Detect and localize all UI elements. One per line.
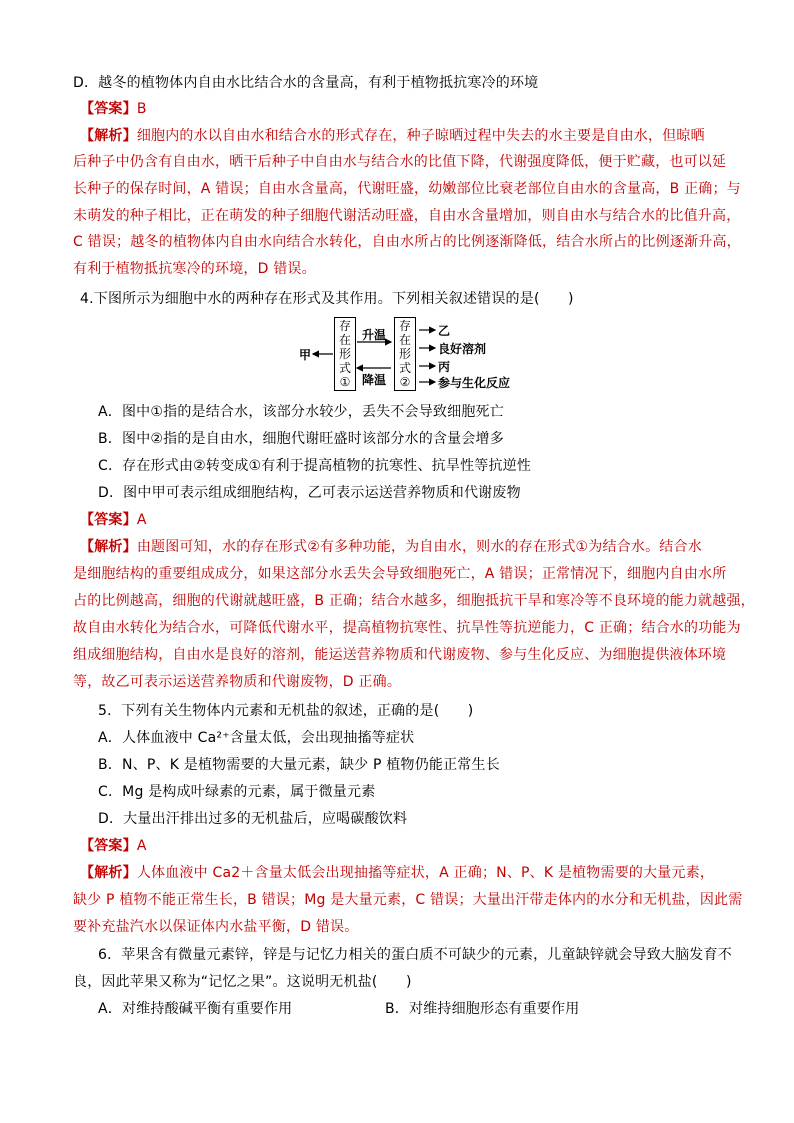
- box-char: 存: [338, 319, 351, 333]
- q5-explanation-line: [80, 864, 714, 882]
- q3-explanation-line: 未萌发的种子相比，正在萌发的种子细胞代谢活动旺盛，自由水含量增加，则自由水与结合水的比值升高，: [73, 208, 741, 224]
- q3-explanation-line: 长种子的保存时间，A 错误；自由水含量高，代谢旺盛，幼嫩部位比衰老部位自由水的含量高，B 正确；与: [73, 181, 741, 197]
- box-char: 形: [338, 347, 351, 361]
- answer-value: A: [136, 512, 147, 528]
- answer-tag: 【答案】: [80, 838, 137, 854]
- explanation-text: 细胞内的水以自由水和结合水的形式存在，种子晾晒过程中失去的水主要是自由水，但晾晒: [136, 128, 705, 144]
- q5-answer: [80, 837, 147, 855]
- q5-stem: 5．下列有关生物体内元素和无机盐的叙述，正确的是( ): [98, 703, 474, 719]
- q4-explanation-line: 组成细胞结构，自由水是良好的溶剂，能运送营养物质和代谢废物、参与生化反应、为细胞提供液体环境: [73, 647, 727, 663]
- q6-option-a: A．对维持酸碱平衡有重要作用: [98, 1001, 293, 1017]
- box-char: 式: [338, 361, 351, 375]
- q3-explanation-line: [80, 127, 705, 145]
- box-form-1: [334, 317, 356, 391]
- explanation-text: 由题图可知，水的存在形式②有多种功能，为自由水，则水的存在形式①为结合水。结合水: [136, 539, 702, 555]
- q4-answer: [80, 511, 147, 529]
- label-yi: 乙: [438, 324, 451, 338]
- q3-explanation-line: 有利于植物抵抗寒冷的环境，D 错误。: [73, 261, 316, 277]
- label-warming: 升温: [362, 328, 387, 342]
- explanation-tag: 【解析】: [80, 539, 137, 555]
- q4-explanation-line: 等，故乙可表示运送营养物质和代谢废物，D 正确。: [73, 674, 402, 690]
- q4-explanation-line: 故自由水转化为结合水，可降低代谢水平，提高植物抗寒性、抗旱性等抗逆能力，C 正确；结合水的功能为: [73, 620, 741, 636]
- answer-tag: 【答案】: [80, 512, 137, 528]
- label-jia: 甲: [299, 348, 312, 362]
- box-form-2: [394, 317, 416, 391]
- q4-explanation-line: 是细胞结构的重要组成成分，如果这部分水丢失会导致细胞死亡，A 错误；正常情况下，细胞内自由水所: [73, 566, 727, 582]
- answer-value: B: [136, 101, 147, 117]
- label-bing: 丙: [438, 360, 451, 374]
- q4-option-a: A．图中①指的是结合水，该部分水较少，丢失不会导致细胞死亡: [98, 404, 504, 420]
- q5-explanation-line: 缺少 P 植物不能正常生长，B 错误；Mg 是大量元素，C 错误；大量出汗带走体内的水分和无机盐，因此需: [73, 892, 743, 908]
- q4-stem: 4.下图所示为细胞中水的两种存在形式及其作用。下列相关叙述错误的是( ): [80, 291, 574, 307]
- explanation-tag: 【解析】: [80, 128, 137, 144]
- q4-explanation-line: [80, 538, 702, 556]
- q5-option-c: C．Mg 是构成叶绿素的元素，属于微量元素: [98, 784, 376, 800]
- box-char: ①: [339, 375, 351, 389]
- box-char: 存: [398, 319, 411, 333]
- label-good-solvent: 良好溶剂: [438, 342, 487, 356]
- q3-answer: [80, 100, 147, 118]
- q3-explanation-line: C 错误；越冬的植物体内自由水向结合水转化，自由水所占的比例逐渐降低，结合水所占的比例逐渐升高，: [73, 234, 741, 250]
- q5-explanation-line: 要补充盐汽水以保证体内水盐平衡，D 错误。: [73, 919, 359, 935]
- q5-option-b: B．N、P、K 是植物需要的大量元素，缺少 P 植物仍能正常生长: [98, 757, 500, 773]
- q3-explanation-line: 后种子中仍含有自由水，晒干后种子中自由水与结合水的比值下降，代谢强度降低，便于贮藏，也可以延: [73, 154, 727, 170]
- q6-stem-line: 良，因此苹果又称为“记忆之果”。这说明无机盐( ): [73, 974, 412, 990]
- explanation-text: 人体血液中 Ca2＋含量太低会出现抽搐等症状，A 正确；N、P、K 是植物需要的大量元素，: [136, 865, 715, 881]
- q6-option-b: B．对维持细胞形态有重要作用: [385, 1001, 580, 1017]
- box-char: 式: [398, 361, 411, 375]
- explanation-tag: 【解析】: [80, 865, 137, 881]
- q4-option-c: C．存在形式由②转变成①有利于提高植物的抗寒性、抗旱性等抗逆性: [98, 458, 532, 474]
- q5-option-a: A．人体血液中 Ca²⁺含量太低，会出现抽搐等症状: [98, 730, 415, 746]
- label-cooling: 降温: [362, 373, 387, 387]
- water-forms-diagram: [285, 316, 545, 392]
- answer-value: A: [136, 838, 147, 854]
- q4-explanation-line: 占的比例越高，细胞的代谢就越旺盛，B 正确；结合水越多，细胞抵抗干旱和寒冷等不良环境的能力就越强，: [73, 593, 755, 609]
- q6-stem-line: 6．苹果含有微量元素锌，锌是与记忆力相关的蛋白质不可缺少的元素，儿童缺锌就会导致大脑发育不: [98, 947, 732, 963]
- box-char: ②: [399, 375, 411, 389]
- q5-option-d: D．大量出汗排出过多的无机盐后，应喝碳酸饮料: [98, 811, 408, 827]
- label-biochemical-reaction: 参与生化反应: [438, 376, 511, 390]
- box-char: 形: [398, 347, 411, 361]
- box-char: 在: [398, 333, 411, 347]
- answer-tag: 【答案】: [80, 101, 137, 117]
- q4-option-b: B．图中②指的是自由水，细胞代谢旺盛时该部分水的含量会增多: [98, 431, 504, 447]
- q3-option-d: D．越冬的植物体内自由水比结合水的含量高，有利于植物抵抗寒冷的环境: [73, 75, 539, 91]
- q4-option-d: D．图中甲可表示组成细胞结构，乙可表示运送营养物质和代谢废物: [98, 485, 521, 501]
- box-char: 在: [338, 333, 351, 347]
